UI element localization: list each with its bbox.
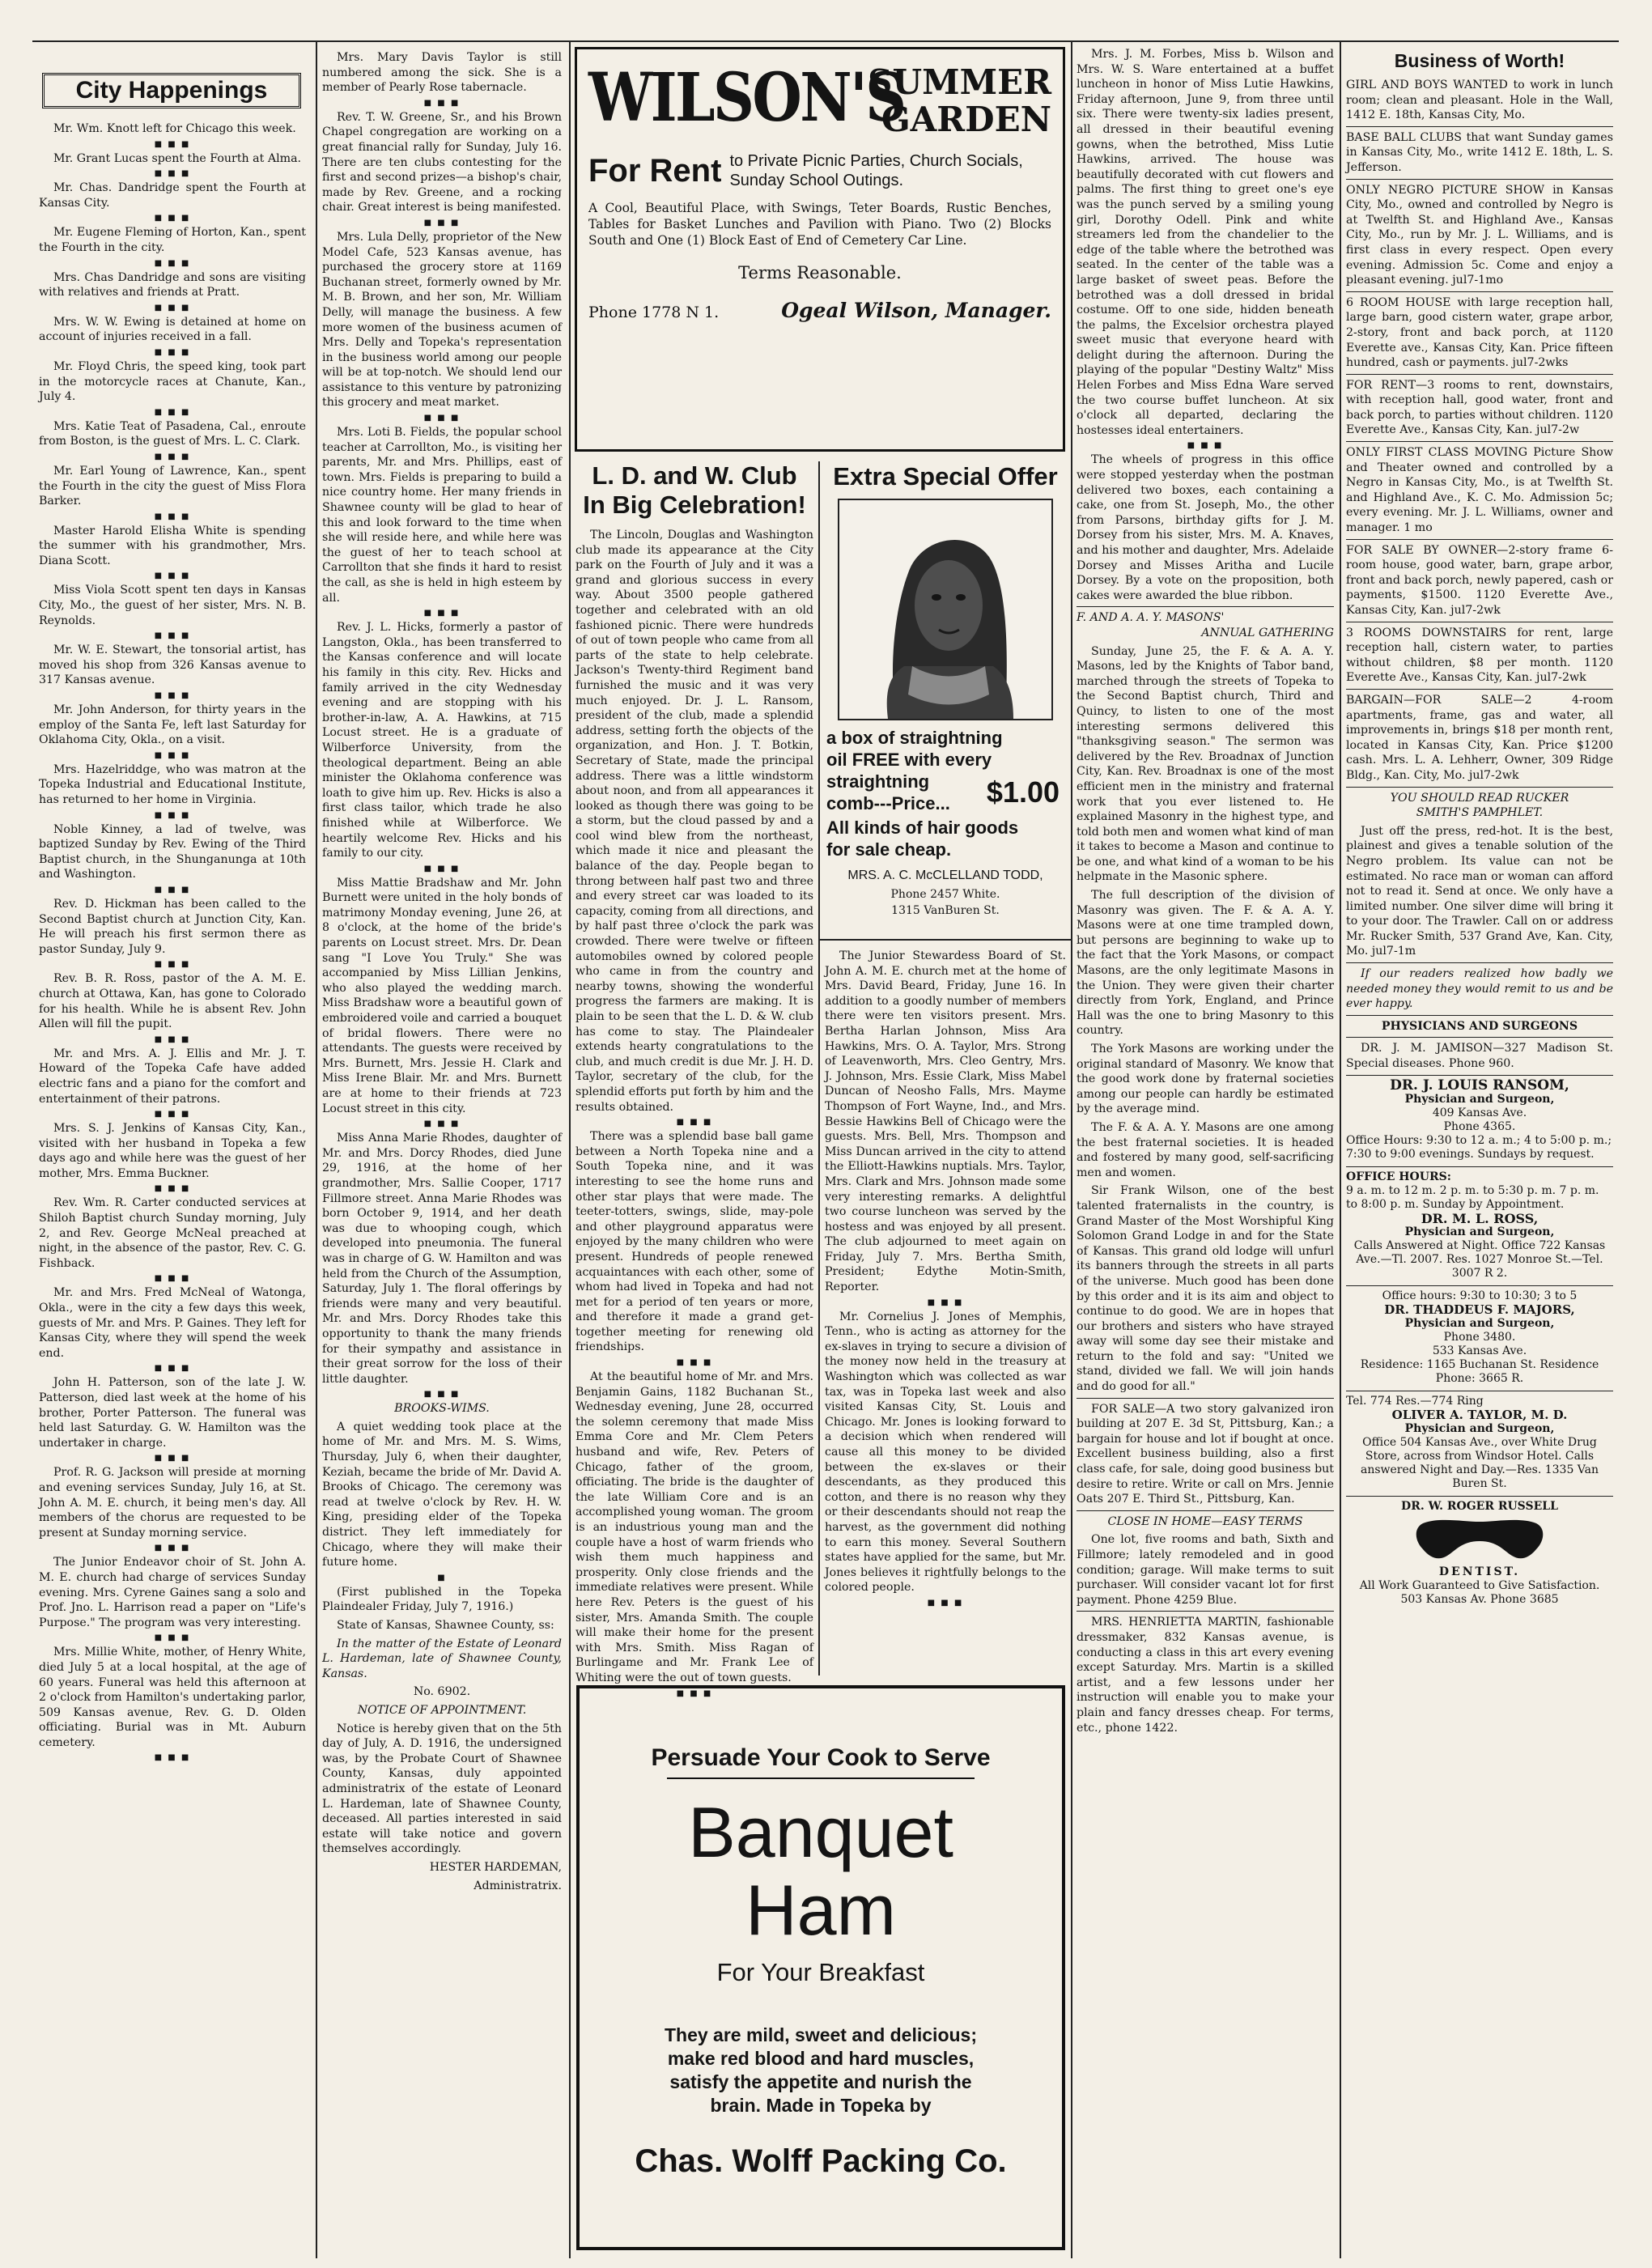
separator: ■ ■ ■ bbox=[423, 1390, 461, 1399]
banquet-breakfast: For Your Breakfast bbox=[716, 1958, 925, 1986]
news-item: Rev. J. L. Hicks, formerly a pastor of Langston, Okla., has been transferred to the Kansas conference and will locate his family in this city. Rev. Hicks and family arrived in the city Wednesday evening and are stopping with his brother-in-law, A. A. Hawkins, at 715 Locust street. He is a graduate of Wilberforce University, from the theological department. Being an able minister the Oklahoma conference was loath to give him up. Rev. Hicks is also a first class tailor, which trade he also finished while at Wilberforce. We heartily welcome Rev. Hicks and his family to our city. bbox=[322, 621, 562, 860]
russell-card bbox=[1346, 1500, 1613, 1607]
banquet-underline bbox=[667, 1777, 975, 1779]
separator: ■ ■ ■ bbox=[423, 414, 461, 423]
column-4 bbox=[1077, 47, 1334, 2250]
majors-card bbox=[1346, 1289, 1613, 1386]
separator: ■ ■ ■ bbox=[423, 864, 461, 873]
legal-matter: In the matter of the Estate of Leonard L. Hardeman, late of Shawnee County, Kansas. bbox=[322, 1637, 562, 1680]
offer-line-5: All kinds of hair goods bbox=[826, 818, 1019, 838]
jamison-card: DR. J. M. JAMISON—327 Madison St. Special diseases. Phone 960. bbox=[1346, 1042, 1613, 1071]
news-item: Mr. Chas. Dandridge spent the Fourth at Kansas City. bbox=[39, 181, 306, 210]
classified-ad-text: ONLY NEGRO PICTURE SHOW in Kansas City, Mo., owned and controlled by Negro is at Twelfth St. and Highland Ave., Kansas City, Mo., run by Mr. J. L. Williams, and is first class in every respect. Open every evening. Admission 5c. Come and enjoy a pleasant evening. jul7-1mo bbox=[1346, 183, 1613, 287]
cakes-article: The wheels of progress in this office were stopped yesterday when the postman delivered two boxes, each containing a cake, one from St. Joseph, Mo., the other from Parsons, birthday gifts for J. M. Dorsey from his sister, Mrs. M. A. Knaves, and his mother and daughter, Mrs. Adelaide Dorsey and Misses Aritha and Lucile Dorsey. By a vote on the proposition, both cakes were awarded the blue ribbon. bbox=[1077, 453, 1334, 602]
news-item: Mr. Floyd Chris, the speed king, took part in the motorcycle races at Chanute, Kan., July 4. bbox=[39, 359, 306, 404]
wilson-phone: Phone 1778 N 1. bbox=[588, 304, 720, 321]
separator: ■ ■ ■ bbox=[154, 1034, 191, 1044]
legal-text: Notice is hereby given that on the 5th day of July, A. D. 1916, the undersigned was, by the Probate Court of Shawnee County, Kansas, duly appointed administratrix of the estate of Leonard L. Hardeman, late of Shawnee County, deceased. All parties interested in said estate will take notice and govern themselves accordingly. bbox=[322, 1722, 562, 1856]
taylor-name: OLIVER A. TAYLOR, M. D. bbox=[1391, 1407, 1568, 1422]
top-rule bbox=[32, 40, 1619, 42]
separator: ■ ■ ■ bbox=[423, 609, 461, 618]
ransom-phone: Phone 4365. bbox=[1443, 1119, 1516, 1133]
news-item: Rev. B. R. Ross, pastor of the A. M. E. church at Ottawa, Kan, has gone to Colorado for his health. While he is absent Rev. John Allen will fill the pupit. bbox=[39, 972, 306, 1031]
news-item: Mr. W. E. Stewart, the tonsorial artist, has moved his shop from 326 Kansas avenue to 317 Kansas avenue. bbox=[39, 643, 306, 687]
for-sale-pittsburg: FOR SALE—A two story galvanized iron building at 207 E. 3d St, Pittsburg, Kan.; a bargain for house and lot if bought at once. Excellent business building, also a first class cafe, for sale, doing good business but desire to retire. Write or call on Mrs. Jennie Oats 207 E. Third St., Pittsburg, Kan. bbox=[1077, 1402, 1334, 1506]
classified-ad bbox=[1346, 445, 1613, 540]
legal-title: Administratrix. bbox=[474, 1879, 562, 1892]
separator: ■ ■ ■ bbox=[154, 1364, 191, 1374]
wilson-for-rent-row bbox=[588, 151, 1051, 190]
news-item: Mr. Grant Lucas spent the Fourth at Alma. bbox=[53, 151, 302, 165]
majors-residence: Residence: 1165 Buchanan St. Residence Phone: 3665 R. bbox=[1360, 1357, 1599, 1385]
ross-hours: 9 a. m. to 12 m. 2 p. m. to 5:30 p. m. 7 p. m. to 8:00 p. m. Sunday by Appointment. bbox=[1346, 1183, 1599, 1211]
ross-name: DR. M. L. ROSS, bbox=[1421, 1210, 1539, 1226]
russell-title: DENTIST. bbox=[1438, 1565, 1521, 1578]
separator: ■ ■ ■ bbox=[154, 1544, 191, 1553]
separator: ■ ■ ■ bbox=[1187, 441, 1224, 451]
news-item: Mrs. W. W. Ewing is detained at home on account of injuries received in a fall. bbox=[39, 315, 306, 344]
rule bbox=[1346, 126, 1613, 127]
rule bbox=[1346, 1015, 1613, 1016]
news-item: Mrs. Lula Delly, proprietor of the New Model Cafe, 523 Kansas avenue, has purchased the grocery store at 1169 Buchanan street, formerly owned by Mr. M. B. Brown, and her son, Mr. William Delly, will manage the business. A few more women of the business acumen of Mrs. Delly and Topeka's representation in the business world among our people will be at top-notch. We should lend our assistance to this venture by patronizing this grocery and meat market. bbox=[322, 230, 562, 410]
classified-ad bbox=[1346, 693, 1613, 788]
rule bbox=[1346, 787, 1613, 788]
separator: ■ ■ ■ bbox=[154, 1454, 191, 1463]
column-2 bbox=[322, 50, 562, 2252]
classified-ad bbox=[1346, 130, 1613, 180]
banquet-persuade: Persuade Your Cook to Serve bbox=[651, 1744, 991, 1771]
separator: ■ ■ ■ bbox=[154, 691, 191, 701]
classified-ad-text: BASE BALL CLUBS that want Sunday games in Kansas City, Mo., write 1412 E. 18th, L. S. Jefferson. bbox=[1346, 130, 1613, 174]
news-item: Mrs. S. J. Jenkins of Kansas City, Kan., visited with her husband in Topeka a few days ago and while here was the guest of her mother, Mrs. Emma Buckner. bbox=[39, 1122, 306, 1180]
ransom-card bbox=[1346, 1079, 1613, 1162]
news-item: The Junior Stewardess Board of St. John A. M. E. church met at the home of Mrs. David Beard, Friday, June 16. In addition to a goodly number of members there were ten visitors present. Mrs. Bertha Harlan Johnson, Miss Ara Hawkins, Mrs. O. A. Taylor, Mrs. Strong of Leavenworth, Mrs. Cleo Gentry, Mrs. J. Johnson, Mrs. Essie Clark, Miss Mabel Duncan of Neosho Falls, Mrs. Mayme Thompson of Fort Wayne, Ind., and Mrs. Bessie Hawkins Bell of Chicago were the guests. Mrs. Bell, Mrs. Thompson and Miss Duncan arrived in the city to attend the Elliott-Hawkins nuptials. Mrs. Taylor, Mrs. Clark and Mrs. Johnson made some very interesting remarks. A delightful two course luncheon was served by the hostess and was enjoyed by all present. The club adjourned to meet again on Friday, July 7. Mrs. Bertha Smith, President; Edythe Motin-Smith, Reporter. bbox=[825, 949, 1066, 1294]
separator: ■ ■ ■ bbox=[927, 1298, 964, 1307]
classified-ad-text: FOR SALE BY OWNER—2-story frame 6-room house, good water, barn, grape arbor, front and back porch, newly papered, cash or payments, $1500. 1120 Everette Ave., Kansas City, Kan. jul7-2wk bbox=[1346, 543, 1613, 617]
ransom-name: DR. J. LOUIS RANSOM, bbox=[1390, 1077, 1569, 1094]
majors-hours: Office hours: 9:30 to 10:30; 3 to 5 bbox=[1382, 1289, 1578, 1302]
separator: ■ ■ ■ bbox=[676, 1688, 713, 1698]
separator: ■ ■ ■ bbox=[154, 214, 191, 223]
separator: ■ ■ ■ bbox=[154, 139, 191, 149]
banquet-desc-3: satisfy the appetite and nurish the bbox=[669, 2071, 972, 2092]
classified-ad-text: GIRL AND BOYS WANTED to work in lunch room; clean and pleasant. Hole in the Wall, 1412 E. 18th, Kansas City, Mo. bbox=[1346, 79, 1613, 122]
separator: ■ ■ ■ bbox=[154, 169, 191, 179]
offer-address: 1315 VanBuren St. bbox=[891, 904, 1000, 917]
separator: ■ ■ ■ bbox=[154, 258, 191, 268]
wilson-footer bbox=[588, 299, 1051, 322]
news-item: Master Harold Elisha White is spending the summer with his grandmother, Mrs. Diana Scott. bbox=[39, 524, 306, 567]
separator: ■ ■ ■ bbox=[423, 1119, 461, 1129]
tooth-icon bbox=[1407, 1517, 1552, 1562]
news-item: Rev. Wm. R. Carter conducted services at Shiloh Baptist church Sunday morning, July 2, and Rev. George McNeal preached at night, in the absence of the pastor, Rev. C. G. Fishback. bbox=[39, 1196, 306, 1270]
majors-address: 533 Kansas Ave. bbox=[1432, 1344, 1527, 1357]
stewardess-article bbox=[825, 949, 1066, 1677]
extra-offer-ad bbox=[823, 461, 1068, 931]
rule bbox=[1346, 179, 1613, 180]
masons-heading-1: F. AND A. A. Y. MASONS' bbox=[1077, 611, 1225, 625]
separator: ■ ■ ■ bbox=[154, 303, 191, 312]
column-rule bbox=[316, 40, 317, 2258]
majors-phone: Phone 3480. bbox=[1443, 1330, 1516, 1344]
legal-heading: NOTICE OF APPOINTMENT. bbox=[357, 1703, 527, 1717]
banquet-desc-2: make red blood and hard muscles, bbox=[667, 2048, 975, 2069]
news-item: Mr. and Mrs. A. J. Ellis and Mr. J. T. Howard of the Topeka Cafe have added electric fans and a piano for the comfort and entertainment of their patrons. bbox=[39, 1047, 306, 1106]
news-item: Mr. and Mrs. Fred McNeal of Watonga, Okla., were in the city a few days this week, guests of Mr. and Mrs. P. Gaines. They left for Kansas City, where they will spend the week end. bbox=[39, 1286, 306, 1360]
rule bbox=[1346, 1166, 1613, 1167]
classified-ad bbox=[1346, 543, 1613, 622]
offer-line-4: comb---Price... bbox=[826, 793, 950, 813]
news-item: Mr. Cornelius J. Jones of Memphis, Tenn., who is acting as attorney for the ex-slaves in trying to secure a division of the money now held in the treasury at Washington which was collected as war tax, was in Topeka last week and also visited Kansas City, St. Louis and Chicago. Mr. Jones is looking forward to a decision which when rendered will cause all this money to be divided between the ex-slaves or their descendants, as they produced this cotton, and there is no reason why they or their descendants should not reap the harvest, as the government did nothing to earn this money. Several Southern states have applied for the same, but Mr. Jones believes it rightfully belongs to the colored people. bbox=[825, 1310, 1066, 1595]
news-item: Mr. Wm. Knott left for Chicago this week. bbox=[53, 122, 296, 135]
offer-line-3: straightning bbox=[826, 771, 930, 792]
ross-calls: Calls Answered at Night. Office 722 Kansas Ave.—Tl. 2007. Res. 1027 Monroe St.—Tel. 3007 R 2. bbox=[1353, 1238, 1606, 1280]
news-item: Mr. John Anderson, for thirty years in the employ of the Santa Fe, left last Saturday for Oklahoma City, Okla., on a visit. bbox=[39, 703, 306, 747]
offer-line-2: oil FREE with every bbox=[826, 750, 992, 770]
rule bbox=[820, 939, 1071, 941]
rule bbox=[1346, 291, 1613, 292]
offer-line-1: a box of straightning bbox=[826, 728, 1003, 748]
separator: ■ ■ ■ bbox=[154, 885, 191, 894]
wilson-for-rent: For Rent bbox=[588, 153, 722, 189]
classified-ad bbox=[1346, 378, 1613, 442]
brooks-heading: BROOKS-WIMS. bbox=[394, 1402, 490, 1416]
wilson-name: WILSON'S bbox=[588, 59, 905, 137]
news-item: The Junior Endeavor choir of St. John A. M. E. church had charge of services Sunday evening. Mrs. Cyrene Gaines sang a solo and Prof. Jno. L. Harrison read a paper on "Life's Purpose." The program was very interesting. bbox=[39, 1556, 306, 1629]
column-rule bbox=[1071, 40, 1072, 2258]
separator: ■ ■ ■ bbox=[423, 98, 461, 108]
separator: ■ ■ ■ bbox=[676, 1118, 713, 1128]
majors-name: DR. THADDEUS F. MAJORS, bbox=[1384, 1302, 1575, 1317]
wilson-garden-ad bbox=[575, 47, 1065, 452]
separator: ■ bbox=[437, 1573, 447, 1582]
separator: ■ ■ ■ bbox=[154, 1633, 191, 1643]
rule bbox=[1077, 606, 1334, 607]
extra-offer-title: Extra Special Offer bbox=[833, 462, 1058, 491]
banquet-desc-4: brain. Made in Topeka by bbox=[710, 2095, 932, 2116]
rule bbox=[1346, 1037, 1613, 1038]
masons-body bbox=[1077, 644, 1334, 1395]
legal-state: State of Kansas, Shawnee County, ss: bbox=[337, 1619, 554, 1632]
wilson-garden: GARDEN bbox=[881, 100, 1051, 139]
banquet-desc bbox=[580, 2024, 1062, 2117]
wilson-title-row bbox=[588, 57, 1051, 147]
column-5 bbox=[1346, 47, 1613, 2250]
legal-sign: HESTER HARDEMAN, bbox=[429, 1860, 562, 1874]
separator: ■ ■ ■ bbox=[154, 1274, 191, 1284]
offer-phone: Phone 2457 White. bbox=[890, 888, 1000, 901]
rucker-text: Just off the press, red-hot. It is the best, plainest and gives a tenable solution of the Negro problem. Its value can not be estimated. No race man or woman can afford not to read it. Send at once. We only have a limited number. One silver dime will bring it to your door. The Trawler. Call on or address Mr. Rucker Smith, 537 Grand Ave, Kan. City, Mo. jul7-1m bbox=[1346, 824, 1613, 958]
column-rule bbox=[569, 40, 571, 2258]
news-item: Miss Anna Marie Rhodes, daughter of Mr. and Mrs. Dorcy Rhodes, died June 29, 1916, at the home of her grandmother, Mrs. Sallie Cooper, 1717 Fillmore street. Anna Marie Rhodes was born October 9, 1914, and her death was due to whooping cough, which developed into pneumonia. The funeral was in charge of G. W. Hamilton and was held from the Church of the Assumption, Saturday, July 1. The floral offerings by friends were many and very beautiful. Mr. and Mrs. Dorcy Rhodes take this opportunity to thank the many friends for their sympathy and assistance in their great sorrow for the loss of their little daughter. bbox=[322, 1132, 562, 1386]
rule bbox=[1346, 689, 1613, 690]
ransom-address: 409 Kansas Ave. bbox=[1432, 1106, 1527, 1119]
column-1 bbox=[39, 121, 306, 2250]
classified-ad-text: 6 ROOM HOUSE with large reception hall, large barn, good cistern water, grape arbor, 2-story, front and back porch, at 1120 Everette ave., Kansas City, Kan. Price fifteen hundred, cash or payments. jul7-2wks bbox=[1346, 295, 1613, 370]
ld-club-article bbox=[575, 461, 813, 1698]
news-item: Mr. Eugene Fleming of Horton, Kan., spent the Fourth in the city. bbox=[39, 226, 306, 254]
ld-club-title-1: L. D. and W. Club bbox=[592, 461, 797, 490]
news-item: Prof. R. G. Jackson will preside at morning and evening services Sunday, July 16, at St. John A. M. E. church, it being men's day. All members of the chorus are requested to be present at Sunday morning service. bbox=[39, 1466, 306, 1540]
wilson-for-rent-desc: to Private Picnic Parties, Church Socials, Sunday School Outings. bbox=[729, 152, 1023, 189]
classified-ad-text: FOR RENT—3 rooms to rent, downstairs, with reception hall, good water, front and back porch, to parties without children. 1120 Everette Ave., Kansas City, Kan. jul7-2w bbox=[1346, 378, 1613, 437]
russell-address: 503 Kansas Av. Phone 3685 bbox=[1400, 1592, 1559, 1606]
news-item: There was a splendid base ball game between a North Topeka nine and a South Topeka nine, and it was interesting to see the home runs and other star plays that were made. The teeter-totters, swings, slide, may-pole and other playground apparatus were enjoyed by the many children who were present. Hundreds of people renewed acquaintances with each other, some of whom had lived in Topeka and had not met for a period of ten years or more, and therefore it made a grand get-together meeting for renewing old friendships. bbox=[575, 1130, 813, 1354]
taylor-tel: Tel. 774 Res.—774 Ring bbox=[1346, 1394, 1484, 1408]
taylor-office: Office 504 Kansas Ave., over White Drug Store, across from Windsor Hotel. Calls answered Night and Day.—Res. 1335 Van Buren St. bbox=[1360, 1435, 1599, 1490]
banquet-word: Banquet bbox=[688, 1792, 953, 1872]
rule bbox=[1346, 1496, 1613, 1497]
legal-pub: (First published in the Topeka Plaindealer Friday, July 7, 1916.) bbox=[322, 1585, 562, 1614]
classified-ad bbox=[1346, 295, 1613, 375]
separator: ■ ■ ■ bbox=[154, 512, 191, 521]
classified-ads bbox=[1346, 78, 1613, 788]
separator: ■ ■ ■ bbox=[927, 1598, 964, 1608]
column-rule bbox=[1340, 40, 1341, 2258]
ld-club-body bbox=[575, 528, 813, 1698]
physicians-heading: PHYSICIANS AND SURGEONS bbox=[1381, 1019, 1578, 1033]
rule bbox=[1346, 539, 1613, 540]
ld-club-title-2: In Big Celebration! bbox=[583, 491, 806, 519]
brooks-text: A quiet wedding took place at the home of Mr. and Mrs. M. S. Wims, Thursday, July 6, when their daughter, Keziah, became the bride of Mr. David A. Brooks of Chicago. The ceremony was read at twelve o'clock by Rev. H. W. King, presiding elder of the Topeka district. They left immediately for Chicago, where they will make their future home. bbox=[322, 1420, 562, 1569]
news-item: Rev. T. W. Greene, Sr., and his Brown Chapel congregation are working on a great financial rally for Sunday, July 16. There are ten clubs contesting for the first and second prizes—a bishop's chair, made by Rev. Greene, and a rocking chair. Great interest is being manifested. bbox=[322, 110, 562, 214]
martin-dressmaker: MRS. HENRIETTA MARTIN, fashionable dressmaker, 832 Kansas avenue, is conducting a class in this art every evening except Saturday. Mrs. Martin is a skilled artist, and a few lessons under her instruction will enable you to make your plain and fancy dresses cheap. For terms, etc., phone 1422. bbox=[1077, 1616, 1334, 1735]
rule bbox=[1346, 1075, 1613, 1076]
offer-price: $1.00 bbox=[986, 775, 1060, 809]
news-item: Mr. Earl Young of Lawrence, Kan., spent the Fourth in the city the guest of Miss Flora Barker. bbox=[39, 464, 306, 508]
wilson-terms: Terms Reasonable. bbox=[738, 263, 902, 282]
separator: ■ ■ ■ bbox=[154, 347, 191, 357]
news-item: Sir Frank Wilson, one of the best talented fraternalists in the country, is Grand Master of the Most Worshipful King Solomon Grand Lodge in and for the State of Kansas. This grand old lodge will unfurl its banners through the streets in all parts of the universe. Much good has been done by this order and it is its aim and object to continue to do good. We are in hopes that our brothers and sisters who have strayed away will some day see their mistake and return to the fold and say: "United we stand, divided we fall. We will join hands and do good for all." bbox=[1077, 1184, 1334, 1394]
separator: ■ ■ ■ bbox=[154, 1110, 191, 1119]
classified-ad-text: ONLY FIRST CLASS MOVING Picture Show and Theater owned and controlled by a Negro in Kansas City, Mo., is at Twelfth St. and Highland Ave., K. C. Mo. Admission 5c; every evening. Mr. J. L. Williams, owner and manager. 1 mo bbox=[1346, 446, 1613, 535]
separator: ■ ■ ■ bbox=[154, 631, 191, 641]
ross-hours-heading: OFFICE HOURS: bbox=[1346, 1170, 1451, 1183]
legal-no: No. 6902. bbox=[413, 1685, 471, 1699]
classified-ad bbox=[1346, 78, 1613, 127]
news-item: John H. Patterson, son of the late J. W. Patterson, died last week at the home of his brother, Porter Patterson. The funeral was held last Saturday. G. W. Hamilton was the undertaker in charge. bbox=[39, 1376, 306, 1450]
taylor-title: Physician and Surgeon, bbox=[1404, 1421, 1555, 1435]
news-item: Miss Viola Scott spent ten days in Kansas City, Mo., the guest of her sister, Mrs. N. B. Reynolds. bbox=[39, 584, 306, 627]
news-item: At the beautiful home of Mr. and Mrs. Benjamin Gains, 1182 Buchanan St., Wednesday evening, June 28, occurred the solemn ceremony that made Miss Emma Core and Mr. Clem Peters husband and wife, Rev. Peters of Chicago, father of the groom, officiating. The bride is the daughter of the late William Core and is an accomplished young woman. The groom is an industrious young man and the couple have a host of warm friends who wish them much happiness and prosperity. Only close friends and the immediate relatives were present. While here Rev. Peters is the guest of his sister, Mrs. Amanda Smith. The couple will make their home for the present with Mrs. Smith. Miss Ragan of Burlingame and Mr. Frank Lee of Whiting were the out of town guests. bbox=[575, 1370, 813, 1684]
ross-card bbox=[1346, 1170, 1613, 1281]
ransom-hours: Office Hours: 9:30 to 12 a. m.; 4 to 5:00 p. m.; 7:30 to 9:00 evenings. Sundays by request. bbox=[1346, 1133, 1612, 1161]
rucker-heading-2: SMITH'S PAMPHLET. bbox=[1416, 806, 1544, 820]
news-item: Mrs. Chas Dandridge and sons are visiting with relatives and friends at Pratt. bbox=[39, 270, 306, 299]
banquet-company: Chas. Wolff Packing Co. bbox=[635, 2143, 1007, 2179]
col2-body bbox=[322, 50, 562, 1399]
majors-title: Physician and Surgeon, bbox=[1404, 1316, 1555, 1330]
classified-ad-text: 3 ROOMS DOWNSTAIRS for rent, large reception hall, cistern water, to parties without children, $8 per month. 1120 Everette Ave., Kansas City, Kan. jul7-2wk bbox=[1346, 626, 1613, 685]
rule bbox=[1077, 1510, 1334, 1511]
news-item: Rev. D. Hickman has been called to the Second Baptist church at Junction City, Kan. He will preach his first sermon there as pastor Sunday, July 9. bbox=[39, 897, 306, 956]
separator: ■ ■ ■ bbox=[154, 571, 191, 581]
separator: ■ ■ ■ bbox=[154, 960, 191, 970]
wilson-summer: SUMMER bbox=[868, 62, 1051, 102]
news-item: Mrs. Katie Teat of Pasadena, Cal., enroute from Boston, is the guest of Mrs. L. C. Clark. bbox=[39, 419, 306, 448]
rule bbox=[1346, 374, 1613, 375]
offer-name: MRS. A. C. McCLELLAND TODD, bbox=[847, 869, 1043, 882]
close-in-heading: CLOSE IN HOME—EASY TERMS bbox=[1107, 1514, 1303, 1528]
buffet-luncheon: Mrs. J. M. Forbes, Miss b. Wilson and Mrs. W. S. Ware entertained at a buffet luncheon in honor of Miss Lutie Hawkins, Friday afternoon, June 9, from three until six. There were twenty-six ladies present, all dressed in their beautiful evening gowns, when the betrothed, Miss Lutie Hawkins, arrived. The house was beautifully decorated with cut flowers and palms. The first thing to greet one's eye was the punch served by a smiling young girl, Dorothy Odell. Pink and white streamers led from the chandelier to the edge of the table where the betrothed was seated. In the center of the table was a large basket of sweet peas. Before the betrothed was a doll dressed in bridal costume. Off to one side, hidden beneath the palms, the Excelsior orchestra played sweet music that everyone heard with delight during the afternoon. During the playing of the popular "Destiny Waltz" Miss Helen Forbes and Miss Edna Ware served the two course buffet luncheon. At six o'clock all departed, declaring the hostesses ideal entertainers. bbox=[1077, 48, 1334, 437]
portrait-photo bbox=[838, 499, 1053, 720]
close-in-text: One lot, five rooms and bath, Sixth and Fillmore; lately remodeled and in good condition; garage. Will make terms to suit purchaser. Will consider vacant lot for first payment. Phone 4259 Blue. bbox=[1077, 1533, 1334, 1607]
rule bbox=[1346, 1285, 1613, 1286]
rule bbox=[1346, 962, 1613, 963]
news-item: Mrs. Loti B. Fields, the popular school teacher at Carrollton, Mo., is visiting her parents, Mr. and Mrs. Phillips, east of town. Mrs. Fields is preparing to build a nice country home. Her many friends in Shawnee county will be glad to hear of this and look forward to the time when she will reside here, and while here was the guest of her to teach school at Carrollton that she finds it hard to resist the call, as she is held in high esteem by all. bbox=[322, 426, 562, 605]
separator: ■ ■ ■ bbox=[154, 1184, 191, 1194]
ransom-title: Physician and Surgeon, bbox=[1404, 1092, 1555, 1106]
rucker-heading-1: YOU SHOULD READ RUCKER bbox=[1390, 791, 1569, 805]
masons-heading-2: ANNUAL GATHERING bbox=[1201, 626, 1334, 639]
extra-offer-copy bbox=[823, 727, 1068, 860]
portrait-image bbox=[839, 500, 1051, 719]
news-item: Mrs. Hazelriddge, who was matron at the Topeka Industrial and Educational Institute, has returned to her home in Virginia. bbox=[39, 762, 306, 806]
stewardess-body bbox=[825, 949, 1066, 1608]
news-item: The F. & A. A. Y. Masons are one among the best fraternal societies. It is headed and fostered by many good, self-sacrificing men and women. bbox=[1077, 1120, 1334, 1179]
rule bbox=[1077, 1611, 1334, 1612]
separator: ■ ■ ■ bbox=[154, 1753, 191, 1763]
separator: ■ ■ ■ bbox=[154, 452, 191, 461]
city-happenings-header bbox=[39, 66, 304, 115]
classified-ad bbox=[1346, 183, 1613, 292]
news-item: Miss Mattie Bradshaw and Mr. John Burnett were united in the holy bonds of matrimony Monday evening, June 26, at 8 o'clock, at the home of the bride's parents on Locust street. Mrs. Dr. Dean sang "I Love You Truly." She was accompanied by Miss Lillian Jenkins, who also played the wedding march. Miss Bradshaw wore a beautiful gown of embroidered voile and carried a bouquet of bridal flowers. There were no attendants. The guests were received by Mrs. Burnett, Mrs. Jessie H. Clark and Miss Irene Blair. Mr. and Mrs. Burnett are at home to their friends at 723 Locust street in this city. bbox=[322, 876, 562, 1115]
separator: ■ ■ ■ bbox=[154, 750, 191, 760]
banquet-desc-1: They are mild, sweet and delicious; bbox=[664, 2024, 977, 2045]
wilson-manager: Ogeal Wilson, Manager. bbox=[781, 299, 1051, 322]
col1-body bbox=[39, 121, 306, 1762]
business-title: Business of Worth! bbox=[1394, 50, 1565, 71]
separator: ■ ■ ■ bbox=[423, 218, 461, 227]
rucker-note: If our readers realized how badly we needed money they would remit to us and be ever happy. bbox=[1346, 967, 1613, 1011]
city-happenings-box bbox=[42, 73, 301, 108]
separator: ■ ■ ■ bbox=[676, 1358, 713, 1368]
news-item: Mrs. Mary Davis Taylor is still numbered among the sick. She is a member of Pearly Rose tabernacle. bbox=[322, 51, 562, 95]
russell-name: DR. W. ROGER RUSSELL bbox=[1401, 1499, 1558, 1513]
rule bbox=[1346, 441, 1613, 442]
news-item: The York Masons are working under the original standard of Masonry. We know that the good work done by fraternal societies among our people can hardly be estimated by the average mind. bbox=[1077, 1043, 1334, 1116]
news-item: The full description of the division of Masonry was given. The F. & A. A. Y. Masons were at one time trampled down, but persons are beginning to wake up to the fact that the York Masons, or compact Masons, are the only legitimate Masons in the Union. They were given their charter directly from York, England, and Prince Hall was the one to bring Masonry to this country. bbox=[1077, 889, 1334, 1038]
offer-line-6: for sale cheap. bbox=[826, 839, 952, 860]
news-item: Mrs. Millie White, mother, of Henry White, died July 5 at a local hospital, at the age of 60 years. Funeral was held this afternoon at 2 o'clock from Hamilton's undertaking parlor, 509 Kansas avenue, Rev. G. D. Olden officiating. Burial was in Mt. Auburn cemetery. bbox=[39, 1646, 306, 1749]
separator: ■ ■ ■ bbox=[154, 407, 191, 417]
russell-text: All Work Guaranteed to Give Satisfaction. bbox=[1359, 1578, 1600, 1592]
column-rule bbox=[818, 461, 820, 1676]
wilson-desc: A Cool, Beautiful Place, with Swings, Teter Boards, Rustic Benches, Tables for Basket Lunches and Pavilion with Piano. Two (2) Blocks South and One (1) Block East of End of Cemetery Car Line. bbox=[588, 201, 1051, 248]
news-item: The Lincoln, Douglas and Washington club made its appearance at the City park on the Fourth of July and it was a grand and glorious success in every way. About 3500 people gathered together and celebrated with an old fashioned picnic. There were hundreds of out of town people who came from all parts of the state to help celebrate. Jackson's Twenty-third Regiment band furnished the music and it was very much enjoyed. Dr. J. L. Ransom, president of the club, made a splendid address, setting forth the objects of the organization, and Hon. J. T. Botkin, Secretary of State, made the principal address. There was a little windstorm about noon, and from all appearances it looked as though there was going to be a storm, but the cloud passed by and a cool wind blew from the northeast, which made it nice and pleasant the balance of the day. People began to throng between half past two and three and every street car was loaded to its capacity, coming from all directions, and by half past three o'clock the park was crowded. There were twelve or fifteen automobiles owned by colored people who came in from the country and nearby towns, showing the wonderful progress the farmers are making. It is plain to be seen that the L. D. & W. club has come to stay. The Plaindealer extends hearty congratulations to the club, and much credit is due Mr. J. H. D. Taylor, secretary of the club, for the splendid efforts put forth by him and the results obtained. bbox=[575, 529, 813, 1114]
news-item: Noble Kinney, a lad of twelve, was baptized Sunday by Rev. Ewing of the Third Baptist church, in the Shunganunga at 10th and Washington. bbox=[39, 822, 306, 881]
banquet-ham-ad bbox=[576, 1685, 1065, 2250]
taylor-card bbox=[1346, 1395, 1613, 1491]
city-happenings-title: City Happenings bbox=[75, 77, 268, 104]
rule bbox=[1077, 1398, 1334, 1399]
ross-title: Physician and Surgeon, bbox=[1404, 1225, 1555, 1238]
classified-ad bbox=[1346, 626, 1613, 690]
separator: ■ ■ ■ bbox=[154, 810, 191, 820]
classified-ad-text: BARGAIN—FOR SALE—2 4-room apartments, frame, gas and water, all improvements in, brings $18 per month rent, located in Kansas City, Kan. Price $1200 cash. Mrs. L. A. Lehherr, Owner, 309 Ridge Bldg., Kan. City, Mo. jul7-2wk bbox=[1346, 693, 1613, 782]
news-item: Sunday, June 25, the F. & A. A. Y. Masons, led by the Knights of Tabor band, marched through the streets of Topeka to the Second Baptist church, Third and Quincy, to listen to one of the most interesting sermons delivered this "thanksgiving season." The sermon was delivered by the Rev. Broadnax of Junction City, Kan. Rev. Broadnax is one of the most efficient men in the ministry and fraternal work that you ever listened to. He explained Masonry in the highest type, and told both men and women what kind of man it takes to become a Mason and continue to be one, and what kind of a woman to be his helpmate in the Masonic sphere. bbox=[1077, 644, 1334, 884]
ham-word: Ham bbox=[745, 1870, 896, 1950]
